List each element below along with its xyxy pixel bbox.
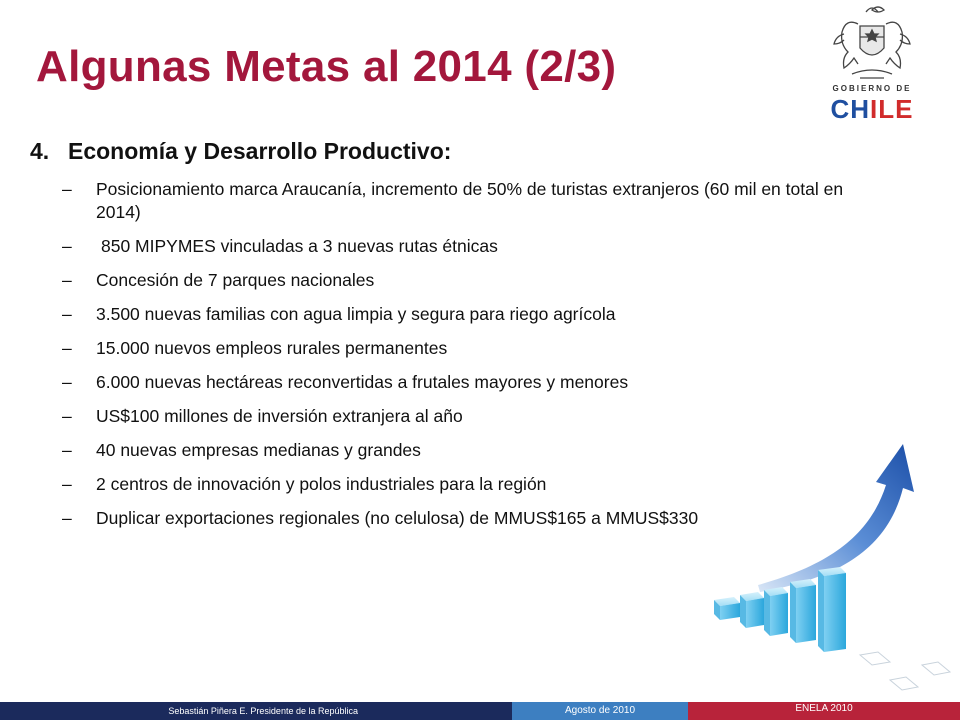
bullet-dash: –: [62, 338, 72, 358]
footer-event: ENELA 2010: [688, 702, 960, 720]
bullet-dash: –: [62, 179, 72, 199]
bullet-dash: –: [62, 236, 72, 256]
bullet-text: 850 MIPYMES vinculadas a 3 nuevas rutas étnicas: [101, 236, 498, 256]
bullet-item: [62, 337, 852, 360]
floor-outline: [860, 652, 950, 690]
footer-bar: [0, 702, 960, 720]
section-heading: [30, 138, 451, 165]
bullet-dash: –: [62, 440, 72, 460]
bar-3: [764, 587, 788, 636]
logo-gobierno-de-text: GOBIERNO DE: [832, 84, 912, 93]
slide-title: Algunas Metas al 2014 (2/3): [36, 42, 617, 91]
bullet-dash: –: [62, 508, 72, 528]
growth-bars-arrow-illustration: [700, 440, 960, 700]
gobierno-de-chile-logo: [822, 4, 922, 126]
bullet-text: 40 nuevas empresas medianas y grandes: [96, 440, 421, 460]
bullet-item: [62, 371, 852, 394]
bar-2: [740, 592, 764, 628]
footer-date: Agosto de 2010: [512, 702, 688, 720]
bullet-dash: –: [62, 270, 72, 290]
bullet-item: [62, 235, 852, 258]
footer-president: Sebastián Piñera E. Presidente de la República: [0, 702, 512, 720]
bullet-text: 3.500 nuevas familias con agua limpia y segura para riego agrícola: [96, 304, 616, 324]
section-number: 4.: [30, 138, 50, 164]
section-title: Economía y Desarrollo Productivo:: [68, 138, 452, 164]
bullet-dash: –: [62, 406, 72, 426]
bullet-text: 6.000 nuevas hectáreas reconvertidas a frutales mayores y menores: [96, 372, 629, 392]
bullet-text: US$100 millones de inversión extranjera al año: [96, 406, 463, 426]
logo-chile-part1: CH: [830, 94, 871, 124]
bullet-dash: –: [62, 372, 72, 392]
bullet-text: Posicionamiento marca Araucanía, incremento de 50% de turistas extranjeros (60 mil en total en 2014): [96, 179, 844, 222]
bullet-dash: –: [62, 304, 72, 324]
coat-of-arms-icon: [822, 4, 922, 84]
bullet-text: 2 centros de innovación y polos industriales para la región: [96, 474, 547, 494]
bar-4: [790, 579, 816, 643]
bar-1: [714, 597, 740, 620]
bullet-text: 15.000 nuevos empleos rurales permanentes: [96, 338, 448, 358]
logo-chile-part2: ILE: [870, 94, 914, 124]
bullet-text: Concesión de 7 parques nacionales: [96, 270, 375, 290]
bullet-item: [62, 269, 852, 292]
bullet-dash: –: [62, 474, 72, 494]
bullet-item: [62, 405, 852, 428]
bullet-text: Duplicar exportaciones regionales (no celulosa) de MMUS$165 a MMUS$330: [96, 508, 699, 528]
logo-chile-text: [822, 94, 922, 125]
bullet-item: [62, 303, 852, 326]
bullet-item: [62, 178, 852, 224]
bar-5: [818, 567, 846, 652]
